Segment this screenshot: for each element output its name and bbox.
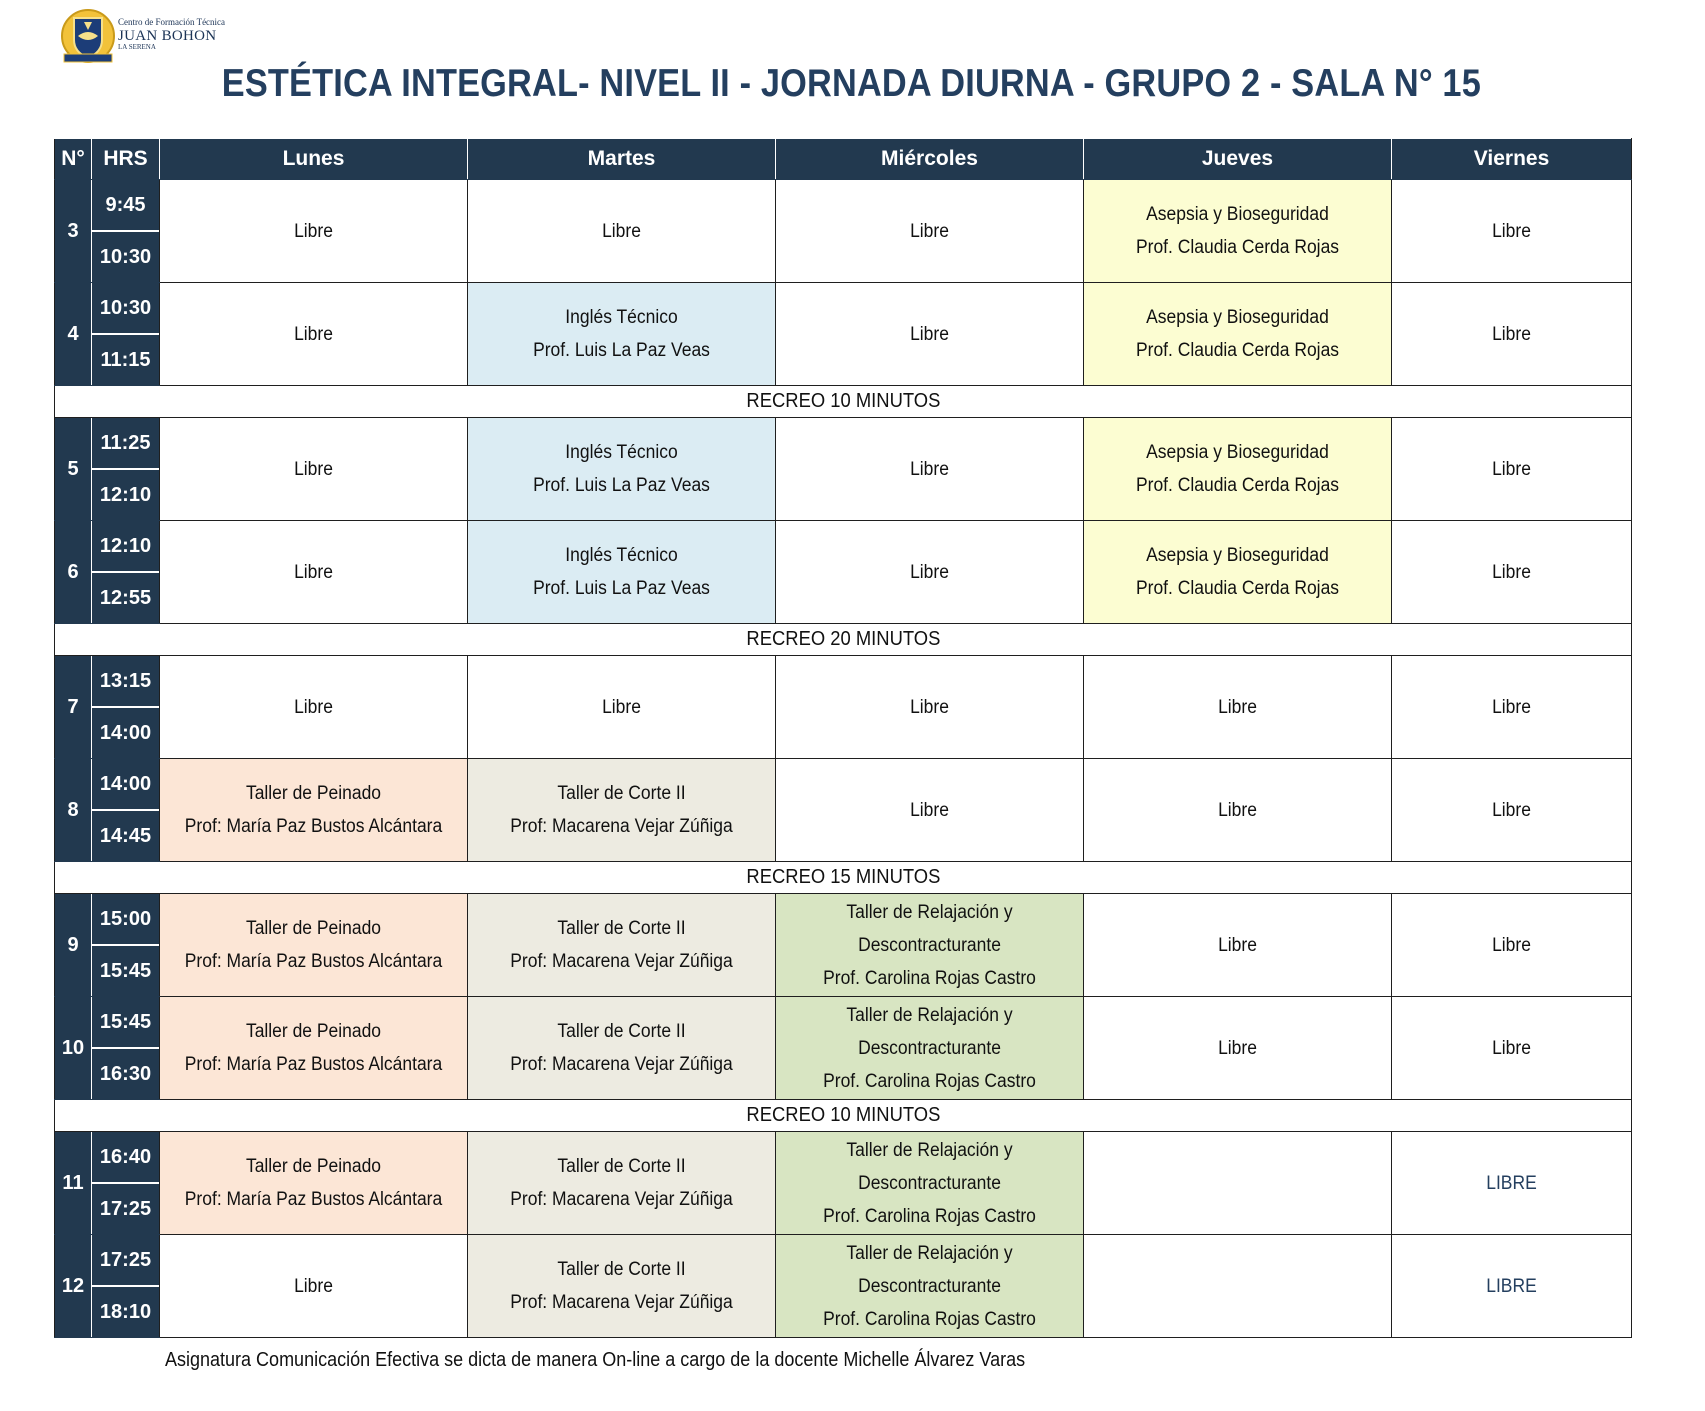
period-number: 10 bbox=[55, 997, 92, 1100]
class-detail: Prof. Carolina Rojas Castro bbox=[823, 1070, 1036, 1092]
class-cell-lunes bbox=[160, 283, 468, 386]
class-cell-miercoles bbox=[776, 1235, 1084, 1338]
end-time: 16:30 bbox=[99, 1062, 152, 1085]
col-header-viernes: Viernes bbox=[1392, 139, 1632, 180]
start-time: 13:15 bbox=[92, 656, 159, 708]
period-hours bbox=[92, 1132, 160, 1235]
end-time: 14:45 bbox=[99, 824, 152, 847]
shield-crest-icon bbox=[58, 8, 118, 68]
class-detail: Prof. Claudia Cerda Rojas bbox=[1135, 578, 1340, 599]
period-number: 12 bbox=[55, 1235, 92, 1338]
class-cell-jueves bbox=[1084, 894, 1392, 997]
end-time: 12:10 bbox=[99, 483, 152, 506]
class-cell-lunes bbox=[160, 418, 468, 521]
end-time: 18:10 bbox=[99, 1300, 152, 1323]
start-time: 16:40 bbox=[92, 1132, 159, 1184]
start-time: 17:25 bbox=[92, 1235, 159, 1287]
class-cell-jueves bbox=[1084, 997, 1392, 1100]
class-detail: Prof: Macarena Vejar Zúñiga bbox=[510, 1292, 733, 1313]
class-subject: Libre bbox=[1492, 323, 1531, 345]
start-time: 14:00 bbox=[92, 759, 159, 811]
period-row bbox=[55, 1132, 1632, 1235]
footnote: Asignatura Comunicación Efectiva se dicta de manera On-line a cargo de la docente Michelle Álvarez Varas bbox=[165, 1349, 1026, 1371]
recess-label: RECREO 10 MINUTOS bbox=[746, 390, 940, 412]
class-subject: Asepsia y Bioseguridad bbox=[1146, 545, 1329, 566]
class-cell-jueves bbox=[1084, 1132, 1392, 1235]
header-row bbox=[55, 139, 1632, 180]
period-number: 5 bbox=[55, 418, 92, 521]
class-cell-miercoles bbox=[776, 521, 1084, 624]
class-cell-lunes bbox=[160, 656, 468, 759]
class-detail: Prof. Carolina Rojas Castro bbox=[823, 1308, 1036, 1330]
class-detail: Descontracturante bbox=[858, 1275, 1001, 1297]
class-subject: Libre bbox=[294, 220, 333, 242]
recess-row bbox=[55, 862, 1632, 894]
period-row bbox=[55, 894, 1632, 997]
class-cell-miercoles bbox=[776, 759, 1084, 862]
end-time: 17:25 bbox=[99, 1197, 152, 1220]
class-subject: Taller de Relajación y bbox=[846, 1139, 1013, 1161]
class-subject: Asepsia y Bioseguridad bbox=[1146, 204, 1329, 225]
recess-cell bbox=[55, 862, 1632, 894]
period-hours bbox=[92, 283, 160, 386]
start-time: 11:25 bbox=[92, 418, 159, 470]
recess-label: RECREO 10 MINUTOS bbox=[746, 1104, 940, 1126]
class-cell-viernes bbox=[1392, 1235, 1632, 1338]
class-subject: Libre bbox=[1492, 561, 1531, 583]
class-cell-jueves bbox=[1084, 1235, 1392, 1338]
class-subject: Libre bbox=[1492, 934, 1531, 956]
class-subject: Taller de Relajación y bbox=[846, 901, 1013, 923]
period-row bbox=[55, 1235, 1632, 1338]
col-header-martes: Martes bbox=[468, 139, 776, 180]
class-cell-martes bbox=[468, 656, 776, 759]
period-number: 4 bbox=[55, 283, 92, 386]
class-cell-jueves bbox=[1084, 759, 1392, 862]
period-number: 3 bbox=[55, 180, 92, 283]
class-detail: Prof. Luis La Paz Veas bbox=[533, 340, 710, 361]
period-hours bbox=[92, 894, 160, 997]
class-subject: Taller de Peinado bbox=[245, 918, 382, 939]
class-subject: Inglés Técnico bbox=[565, 442, 678, 463]
logo-text bbox=[118, 18, 225, 52]
class-cell-lunes bbox=[160, 1235, 468, 1338]
class-subject: Taller de Corte II bbox=[557, 1021, 686, 1042]
class-subject: Asepsia y Bioseguridad bbox=[1146, 307, 1329, 328]
period-hours bbox=[92, 1235, 160, 1338]
period-hours bbox=[92, 997, 160, 1100]
period-hours bbox=[92, 418, 160, 521]
class-cell-miercoles bbox=[776, 1132, 1084, 1235]
class-detail: Prof: Macarena Vejar Zúñiga bbox=[510, 1054, 733, 1075]
period-number: 9 bbox=[55, 894, 92, 997]
class-detail: Prof: María Paz Bustos Alcántara bbox=[184, 1054, 443, 1075]
class-detail: Prof: Macarena Vejar Zúñiga bbox=[510, 951, 733, 972]
recess-row bbox=[55, 1100, 1632, 1132]
class-cell-miercoles bbox=[776, 894, 1084, 997]
class-cell-viernes bbox=[1392, 418, 1632, 521]
period-row bbox=[55, 997, 1632, 1100]
period-row bbox=[55, 521, 1632, 624]
end-time: 11:15 bbox=[100, 348, 151, 371]
class-detail: Prof: María Paz Bustos Alcántara bbox=[184, 1189, 443, 1210]
class-cell-viernes bbox=[1392, 1132, 1632, 1235]
class-subject: Taller de Peinado bbox=[245, 783, 382, 804]
end-time: 12:55 bbox=[99, 586, 152, 609]
class-subject: Asepsia y Bioseguridad bbox=[1146, 442, 1329, 463]
class-cell-viernes bbox=[1392, 997, 1632, 1100]
institution-logo bbox=[58, 8, 228, 68]
class-cell-viernes bbox=[1392, 521, 1632, 624]
class-cell-miercoles bbox=[776, 180, 1084, 283]
class-subject: Libre bbox=[1492, 696, 1531, 718]
start-time: 9:45 bbox=[92, 180, 159, 232]
class-subject: Libre bbox=[1218, 696, 1257, 718]
recess-cell bbox=[55, 624, 1632, 656]
col-header-num: N° bbox=[55, 139, 92, 180]
class-subject: Taller de Corte II bbox=[557, 918, 686, 939]
class-subject: Libre bbox=[602, 696, 641, 718]
recess-label: RECREO 15 MINUTOS bbox=[746, 866, 940, 888]
class-cell-lunes bbox=[160, 1132, 468, 1235]
class-detail: Prof. Carolina Rojas Castro bbox=[823, 967, 1036, 989]
class-subject: Libre bbox=[1218, 799, 1257, 821]
class-cell-jueves bbox=[1084, 521, 1392, 624]
class-subject: Taller de Peinado bbox=[245, 1021, 382, 1042]
class-subject: Libre bbox=[910, 696, 949, 718]
class-detail: Prof. Luis La Paz Veas bbox=[533, 578, 710, 599]
class-detail: Prof: Macarena Vejar Zúñiga bbox=[510, 816, 733, 837]
class-subject: Libre bbox=[294, 1275, 333, 1297]
logo-subtitle: Centro de Formación Técnica bbox=[118, 17, 226, 27]
class-subject: Libre bbox=[1218, 1037, 1257, 1059]
class-subject: Libre bbox=[602, 220, 641, 242]
class-cell-viernes bbox=[1392, 180, 1632, 283]
end-time: 14:00 bbox=[99, 721, 152, 744]
class-cell-miercoles bbox=[776, 283, 1084, 386]
class-cell-martes bbox=[468, 1132, 776, 1235]
class-cell-lunes bbox=[160, 894, 468, 997]
recess-row bbox=[55, 624, 1632, 656]
class-detail: Prof: María Paz Bustos Alcántara bbox=[184, 816, 443, 837]
class-cell-lunes bbox=[160, 521, 468, 624]
start-time: 15:45 bbox=[92, 997, 159, 1049]
class-cell-martes bbox=[468, 894, 776, 997]
start-time: 15:00 bbox=[92, 894, 159, 946]
end-time: 10:30 bbox=[99, 245, 152, 268]
class-subject: Libre bbox=[294, 696, 333, 718]
start-time: 10:30 bbox=[92, 283, 159, 335]
class-subject: Taller de Relajación y bbox=[846, 1004, 1013, 1026]
class-subject: Libre bbox=[294, 323, 333, 345]
period-row bbox=[55, 759, 1632, 862]
recess-row bbox=[55, 386, 1632, 418]
class-subject: Libre bbox=[910, 561, 949, 583]
period-number: 8 bbox=[55, 759, 92, 862]
recess-cell bbox=[55, 386, 1632, 418]
class-subject: Libre bbox=[910, 220, 949, 242]
class-detail: Descontracturante bbox=[858, 1037, 1001, 1059]
col-header-jueves: Jueves bbox=[1084, 139, 1392, 180]
class-cell-miercoles bbox=[776, 418, 1084, 521]
class-subject: Inglés Técnico bbox=[565, 307, 678, 328]
class-subject: Libre bbox=[294, 458, 333, 480]
class-cell-martes bbox=[468, 418, 776, 521]
class-detail: Prof. Claudia Cerda Rojas bbox=[1135, 475, 1340, 496]
class-detail: Prof. Claudia Cerda Rojas bbox=[1135, 340, 1340, 361]
period-hours bbox=[92, 656, 160, 759]
class-detail: Prof. Carolina Rojas Castro bbox=[823, 1205, 1036, 1227]
recess-label: RECREO 20 MINUTOS bbox=[746, 628, 940, 650]
period-row bbox=[55, 656, 1632, 759]
period-number: 6 bbox=[55, 521, 92, 624]
class-subject: Taller de Corte II bbox=[557, 1259, 686, 1280]
class-cell-jueves bbox=[1084, 180, 1392, 283]
class-cell-martes bbox=[468, 997, 776, 1100]
class-cell-martes bbox=[468, 283, 776, 386]
class-cell-jueves bbox=[1084, 283, 1392, 386]
class-subject: Libre bbox=[1492, 799, 1531, 821]
class-cell-jueves bbox=[1084, 418, 1392, 521]
class-detail: Prof: María Paz Bustos Alcántara bbox=[184, 951, 443, 972]
class-cell-lunes bbox=[160, 997, 468, 1100]
col-header-hrs: HRS bbox=[92, 139, 160, 180]
class-cell-viernes bbox=[1392, 759, 1632, 862]
class-subject: Libre bbox=[294, 561, 333, 583]
schedule-table bbox=[54, 138, 1632, 1338]
class-subject: Libre bbox=[910, 323, 949, 345]
class-subject: Taller de Peinado bbox=[245, 1156, 382, 1177]
period-hours bbox=[92, 759, 160, 862]
logo-name: JUAN BOHON bbox=[118, 27, 217, 44]
class-subject: LIBRE bbox=[1486, 1172, 1537, 1194]
class-cell-viernes bbox=[1392, 894, 1632, 997]
class-detail: Descontracturante bbox=[858, 1172, 1001, 1194]
class-subject: Libre bbox=[910, 799, 949, 821]
period-hours bbox=[92, 521, 160, 624]
class-subject: Libre bbox=[1492, 220, 1531, 242]
class-detail: Descontracturante bbox=[858, 934, 1001, 956]
class-cell-martes bbox=[468, 759, 776, 862]
class-cell-martes bbox=[468, 521, 776, 624]
class-cell-miercoles bbox=[776, 997, 1084, 1100]
period-hours bbox=[92, 180, 160, 283]
class-cell-martes bbox=[468, 180, 776, 283]
page-title: ESTÉTICA INTEGRAL- NIVEL II - JORNADA DIURNA - GRUPO 2 - SALA N° 15 bbox=[221, 62, 1481, 105]
start-time: 12:10 bbox=[92, 521, 159, 573]
class-detail: Prof. Luis La Paz Veas bbox=[533, 475, 710, 496]
class-cell-jueves bbox=[1084, 656, 1392, 759]
class-subject: LIBRE bbox=[1486, 1275, 1537, 1297]
class-cell-viernes bbox=[1392, 283, 1632, 386]
class-subject: Libre bbox=[910, 458, 949, 480]
class-subject: Libre bbox=[1218, 934, 1257, 956]
class-cell-viernes bbox=[1392, 656, 1632, 759]
class-subject: Libre bbox=[1492, 1037, 1531, 1059]
class-subject: Taller de Relajación y bbox=[846, 1242, 1013, 1264]
class-cell-miercoles bbox=[776, 656, 1084, 759]
class-cell-lunes bbox=[160, 759, 468, 862]
col-header-miercoles: Miércoles bbox=[776, 139, 1084, 180]
class-detail: Prof. Claudia Cerda Rojas bbox=[1135, 237, 1340, 258]
period-number: 7 bbox=[55, 656, 92, 759]
schedule-body bbox=[55, 180, 1632, 1338]
class-subject: Taller de Corte II bbox=[557, 1156, 686, 1177]
end-time: 15:45 bbox=[99, 959, 152, 982]
col-header-lunes: Lunes bbox=[160, 139, 468, 180]
logo-city: LA SERENA bbox=[118, 43, 156, 52]
class-subject: Taller de Corte II bbox=[557, 783, 686, 804]
period-row bbox=[55, 180, 1632, 283]
schedule-table-wrapper bbox=[54, 138, 1631, 1338]
class-cell-lunes bbox=[160, 180, 468, 283]
period-number: 11 bbox=[55, 1132, 92, 1235]
class-cell-martes bbox=[468, 1235, 776, 1338]
period-row bbox=[55, 418, 1632, 521]
class-subject: Inglés Técnico bbox=[565, 545, 678, 566]
class-detail: Prof: Macarena Vejar Zúñiga bbox=[510, 1189, 733, 1210]
recess-cell bbox=[55, 1100, 1632, 1132]
class-subject: Libre bbox=[1492, 458, 1531, 480]
period-row bbox=[55, 283, 1632, 386]
